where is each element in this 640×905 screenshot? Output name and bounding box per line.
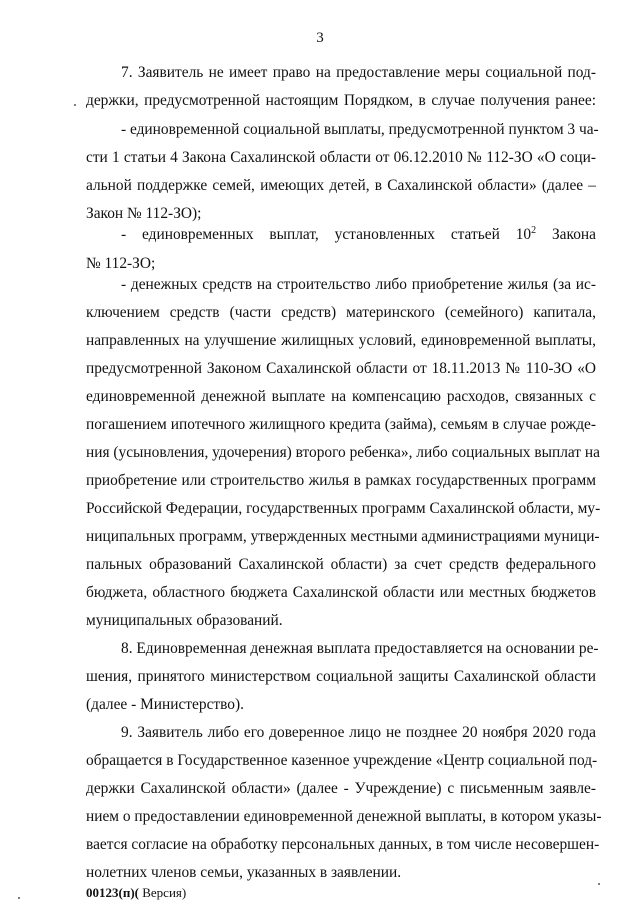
word: Закона <box>551 226 596 243</box>
text-line: Российской Федерации, государственных программ Сахалинской области, му- <box>86 500 601 517</box>
word: выплат, <box>269 226 319 243</box>
word: установленных <box>334 226 435 243</box>
text-line: предусмотренной Законом Сахалинской области от 18.11.2013 № 110-ЗО «О <box>86 360 596 377</box>
text-line: единовременной денежной выплате на компенсацию расходов, связанных с <box>86 388 596 405</box>
text-line: бюджета, областного бюджета Сахалинской области или местных бюджетов <box>86 584 596 601</box>
text-line: нолетних членов семьи, указанных в заявлении. <box>86 864 402 881</box>
text-line: 9. Заявитель либо его доверенное лицо не позднее 20 ноября 2020 года <box>121 724 596 741</box>
text-line: - единовременной социальной выплаты, предусмотренной пунктом 3 ча- <box>121 121 599 138</box>
text-line: ниципальных программ, утвержденных местными администрациями муници- <box>86 528 600 545</box>
text-line: ния (усыновления, удочерения) второго ребенка», либо социальных выплат на <box>86 444 600 461</box>
text-line: 7. Заявитель не имеет право на предоставление меры социальной под- <box>121 64 596 81</box>
scan-speck <box>74 104 76 106</box>
text-line: обращается в Государственное казенное учреждение «Центр социальной под- <box>86 752 598 769</box>
text-line: вается согласие на обработку персональных данных, в том числе несовершен- <box>86 836 600 853</box>
text-line: альной поддержке семей, имеющих детей, в Сахалинской области» (далее – <box>86 177 596 194</box>
article-reference: $10^2$ <box>515 224 537 243</box>
text-line: ключением средств (части средств) материнского (семейного) капитала, <box>86 304 596 321</box>
text-line-article-10-2 <box>121 225 596 245</box>
text-line: 8. Единовременная денежная выплата предоставляется на основании ре- <box>121 640 599 657</box>
page-number: 3 <box>316 30 324 46</box>
scan-speck <box>18 897 20 899</box>
text-line: муниципальных образований. <box>86 612 283 629</box>
superscript: 2 <box>531 224 537 236</box>
document-code: 00123(п)( Версия) <box>86 885 187 900</box>
text-line: сти 1 статьи 4 Закона Сахалинской области от 06.12.2010 № 112-ЗО «О соци- <box>86 149 596 166</box>
text-line: погашением ипотечного жилищного кредита (займа), семьям в случае рожде- <box>86 416 596 433</box>
text-line: приобретение или строительство жилья в рамках государственных программ <box>86 472 596 489</box>
text-line: нием о предоставлении единовременной денежной выплаты, в котором указы- <box>86 808 602 825</box>
word: статьей <box>450 226 500 243</box>
word: - <box>121 226 127 243</box>
text-line: (далее - Министерство). <box>86 696 244 713</box>
text-line: направленных на улучшение жилищных условий, единовременной выплаты, <box>86 332 596 349</box>
text-line: пальных образований Сахалинской области) за счет средств федерального <box>86 556 596 573</box>
scan-speck <box>598 883 600 885</box>
text-line: держки Сахалинской области» (далее - Учреждение) с письменным заявле- <box>86 780 596 797</box>
word: единовременных <box>142 226 254 243</box>
text-line: шения, принятого министерством социальной защиты Сахалинской области <box>86 668 596 685</box>
text-line: держки, предусмотренной настоящим Порядком, в случае получения ранее: <box>86 92 596 109</box>
text-line: № 112-ЗО; <box>86 255 156 272</box>
text-line: - денежных средств на строительство либо приобретение жилья (за ис- <box>121 276 596 293</box>
text-line: Закон № 112-ЗО); <box>86 205 202 222</box>
